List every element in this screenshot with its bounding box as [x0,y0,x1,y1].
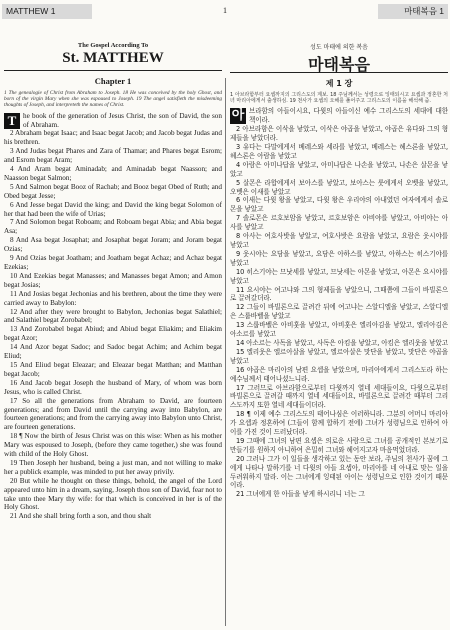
page-number: 1 [223,6,227,15]
korean-verse [230,143,448,161]
english-verse [4,459,222,477]
running-header-korean: 마태복음 1 [378,4,448,19]
english-verse [4,325,222,343]
english-verse-text: 8 And Asa begat Josaphat; and Josaphat begat Joram; and Joram begat Ozias; [4,236,222,254]
english-verse [4,129,222,147]
english-verse-text: 16 And Jacob begat Joseph the husband of Mary, of whom was born Jesus, who is called Christ. [4,378,222,396]
korean-verse [230,384,448,411]
english-verse [4,432,222,459]
english-verse-text: 2 Abraham begat Isaac; and Isaac begat Jacob; and Jacob begat Judas and his brethren. [4,129,222,147]
korean-verse-text: 9 웃시야는 요담을 낳았고, 요담은 아하스를 낳았고, 아하스는 히스기야를 낳았고 [230,249,448,267]
column-divider [225,78,226,626]
english-verse [4,254,222,272]
english-verse [4,397,222,433]
korean-verse [230,410,448,437]
korean-verse-text: 15 엘리웃은 엘르아살을 낳았고, 엘르아살은 맛단을 낳았고, 맛단은 야곱을 낳았고 [230,347,448,365]
english-verse [4,477,222,513]
english-verse-text: 19 Then Joseph her husband, being a just man, and not willing to make her a publick example, was minded to put her away privily. [4,458,222,476]
korean-verse [230,303,448,321]
korean-verse-text: 18 ¶ 이제 예수 그리스도의 태어나심은 이러하니라. 그분의 어머니 마리아가 요셉과 정혼하여 (그들이 함께 합하기 전에) 그녀가 성령님으로 인하여 아이를 가진 것이 드러났더라. [230,410,448,437]
english-column [4,22,222,627]
english-verse-text: 11 And Josias begat Jechonias and his brethren, about the time they were carried away to Babylon: [4,289,222,307]
korean-verse-text: 19 그때에 그녀의 남편 요셉은 의로운 사람으로 그녀를 공개적인 본보기로 만들기를 원하지 아니하여 은밀히 그녀와 헤어지고자 마음먹었더라. [230,436,448,454]
korean-verse-text: 13 스룹바벨은 아비훗을 낳았고, 아비훗은 엘리아김을 낳았고, 엘리아김은 아소르를 낳았고 [230,321,448,339]
english-verse [4,379,222,397]
english-verse [4,290,222,308]
english-book-subtitle: The Gospel According To [77,42,149,49]
english-verse [4,308,222,326]
english-verse-text: 14 And Azor begat Sadoc; and Sadoc begat Achim; and Achim begat Eliud; [4,343,222,361]
korean-verse-text: 8 아사는 여호사밧을 낳았고, 여호사밧은 요람을 낳았고, 요람은 웃시야를 낳았고 [230,232,448,249]
korean-verse-text: 3 유다는 다말에게서 베레스와 세라를 낳았고, 베레스는 헤스론을 낳았고, 헤스론은 아람을 낳았고 [230,143,448,160]
english-verse-text: 10 And Ezekias begat Manasses; and Manasses begat Amon; and Amon begat Josias; [4,271,222,289]
english-verse [4,183,222,201]
korean-chapter-summary: 1 아브라함부터 요셉까지의 그리스도의 계보. 18 주님께서는 성령으로 잉태되시고 요셉과 정혼한 처녀 마리아에게서 출생하심. 19 천사가 요셉의 오해를 풀어주고 그리스도의 이름을 해석해 줌. [230,92,448,105]
english-book-title: St. MATTHEW [62,50,164,66]
english-verse-text: 13 And Zorobabel begat Abiud; and Abiud begat Eliakim; and Eliakim begat Azor; [4,325,222,343]
english-verse-text: 6 And Jesse begat David the king; and David the king begat Solomon of her that had been the wife of Urias; [4,200,222,218]
english-verse-text: 5 And Salmon begat Booz of Rachab; and Booz begat Obed of Ruth; and Obed begat Jesse; [4,182,222,200]
english-verse-text: 15 And Eliud begat Eleazar; and Eleazar begat Matthan; and Matthan begat Jacob; [4,360,222,378]
korean-book-subtitle: 성도 마태에 의한 복음 [310,44,368,51]
korean-verse-list [230,107,448,499]
korean-verse-text: 11 요시야는 여고냐와 그의 형제들을 낳았으니, 그때쯤에 그들이 바빌론으로 끌려갔더라. [230,285,448,303]
english-verse-list [4,112,222,522]
korean-verse [230,107,448,125]
korean-verse-text: 12 그들이 바빌론으로 끌려간 뒤에 여고냐는 스알디엘을 낳았고, 스알디엘은 스룹바벨을 낳았고 [230,303,448,321]
english-verse [4,343,222,361]
korean-verse [230,125,448,143]
korean-verse [230,366,448,384]
korean-verse [230,437,448,455]
english-verse-text: 18 ¶ Now the birth of Jesus Christ was on this wise: When as his mother Mary was espoused to Joseph, (before they came together,) she was found with child of the Holy Ghost. [4,432,222,459]
english-verse-text: 12 And after they were brought to Babylon, Jechonias begat Salathiel; and Salathiel begat Zorobabel; [4,307,222,325]
korean-verse [230,196,448,214]
english-verse [4,201,222,219]
english-verse-text: 21 And she shall bring forth a son, and thou shalt [10,512,152,521]
korean-verse-text: 4 아람은 아미나답을 낳았고, 아미나답은 나손을 낳았고, 나손은 살몬을 낳았고 [230,160,448,178]
english-chapter-summary: 1 The genealogie of Christ from Abraham to Joseph. 18 He was conceived by the holy Ghost, and born of the virgin Mary when she was espoused to Joseph. 19 The angel satisfieth the misdeeming thoughts of Joseph, and interpreteth the names of Christ. [4,90,222,109]
english-verse [4,218,222,236]
korean-chapter-heading: 제 1 장 [325,79,353,88]
english-verse-text: 20 But while he thought on these things, behold, the angel of the Lord appeared unto him in a dream, saying, Joseph thou son of David, fear not to take unto thee Mary thy wife: for that which is conceived in her is of the Holy Ghost. [4,476,222,512]
korean-drop-cap: 아 [231,108,245,124]
korean-verse-text: 10 히스기야는 므낫세를 낳았고, 므낫세는 아몬을 낳았고, 아몬은 요시야를 낳았고 [230,267,448,285]
english-verse [4,361,222,379]
korean-verse [230,232,448,250]
korean-verse [230,490,448,499]
korean-verse [230,286,448,304]
english-verse [4,272,222,290]
english-verse [4,236,222,254]
korean-verse-text: 6 이새는 다윗 왕을 낳았고, 다윗 왕은 우리야의 아내였던 여자에게서 솔로몬을 낳았고 [230,196,448,214]
korean-verse-text: 20 그러나 그가 이 일들을 생각하고 있는 동안 보라, 주님의 천사가 꿈에 그에게 나타나 말하기를 너 다윗의 아들 요셉아, 마리아를 네 아내로 맞는 일을 두려워하지 말라. 이는 그녀에게 잉태된 아이는 성령님으로 인한 것이기 때문이라. [230,454,448,490]
english-verse-text: 17 So all the generations from Abraham to David, are fourteen generations; and from David until the carrying away into Babylon, are fourteen generations; and from the carrying away into Babylon unto Christ, are fourteen generations. [4,396,222,432]
korean-verse [230,179,448,197]
running-header-english: MATTHEW 1 [2,4,92,19]
korean-verse [230,214,448,232]
english-verse-text: he book of the generation of Jesus Christ, the son of David, the son of Abraham. [23,111,222,129]
english-verse-text: 9 And Ozias begat Joatham; and Joatham begat Achaz; and Achaz begat Ezekias; [4,254,222,272]
korean-verse [230,455,448,491]
korean-verse-text: 14 아소르는 사독을 낳았고, 사독은 아킴을 낳았고, 아킴은 엘리웃을 낳았고 [236,338,448,347]
english-verse [4,512,222,521]
korean-verse [230,268,448,286]
english-title-divider [4,70,222,71]
english-verse-text: 7 And Solomon begat Roboam; and Roboam begat Abia; and Abia begat Asa; [4,218,222,236]
korean-column [230,22,448,627]
korean-book-title: 마태복음 [308,55,370,74]
english-verse-text: 4 And Aram begat Aminadab; and Aminadab begat Naasson; and Naasson begat Salmon; [4,165,222,182]
english-verse [4,112,222,130]
english-chapter-heading: Chapter 1 [94,76,132,86]
english-verse-text: 3 And Judas begat Phares and Zara of Thamar; and Phares begat Esrom; and Esrom begat Aram; [4,147,222,165]
korean-verse [230,321,448,339]
korean-verse-text: 5 살몬은 라합에게서 보아스를 낳았고, 보아스는 룻에게서 오벳을 낳았고, 오벳은 이새를 낳았고 [230,178,448,196]
korean-verse [230,348,448,366]
korean-verse-text: 2 아브라함은 이삭을 낳았고, 이삭은 야곱을 낳았고, 야곱은 유다와 그의 형제들을 낳았더라. [230,125,448,143]
korean-verse-text: 7 솔로몬은 르호보암을 낳았고, 르호보암은 아비야를 낳았고, 아비야는 아사를 낳았고 [230,214,448,232]
korean-verse-text: 16 야곱은 마리아의 남편 요셉을 낳았으며, 마리아에게서 그리스도라 하는 예수님께서 태어나셨느니라. [230,365,448,383]
korean-verse-text: 21 그녀에게 한 아들을 낳게 하시리니 너는 그 [236,490,365,499]
english-verse [4,165,222,183]
korean-verse [230,339,448,348]
english-verse [4,147,222,165]
korean-verse-text: 17 그러므로 아브라함으로부터 다윗까지 열네 세대들이요, 다윗으로부터 바빌론으로 끌려갈 때까지 열네 세대들이요, 바빌론으로 끌려간 때부터 그리스도까지 또한 열네 세대들이더라. [230,383,448,410]
korean-verse [230,161,448,179]
english-drop-cap: T [4,113,20,129]
korean-verse [230,250,448,268]
korean-verse-text: 브라함의 아들이시요, 다윗의 아들이신 예수 그리스도의 세대에 대한 책이라. [249,107,448,125]
